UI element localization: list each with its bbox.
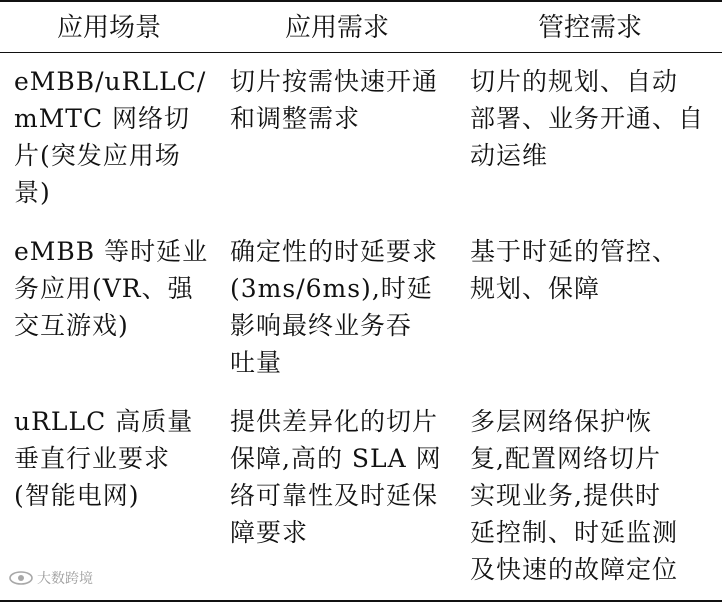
table-row <box>0 393 722 601</box>
cell-line: 规划、保障 <box>470 273 601 303</box>
cell-management <box>456 223 722 393</box>
cell-requirement <box>216 223 456 393</box>
watermark-text: 大数跨境 <box>37 571 93 587</box>
watermark <box>8 568 93 588</box>
cell-line: (3ms/6ms),时延 <box>230 273 433 303</box>
cell-line: uRLLC 高质量 <box>14 406 194 436</box>
header-scenario: 应用场景 <box>0 1 216 52</box>
cell-line: 提供差异化的切片 <box>230 406 439 436</box>
cell-requirement <box>216 52 456 223</box>
header-row <box>0 1 722 52</box>
cell-line: 络可靠性及时延保 <box>230 480 439 510</box>
cell-line: (智能电网) <box>14 480 140 510</box>
cell-line: 切片的规划、自动 <box>470 66 679 96</box>
cell-line: mMTC 网络切 <box>14 103 191 133</box>
cell-line: 交互游戏) <box>14 310 129 340</box>
cell-line: 确定性的时延要求 <box>230 236 439 266</box>
cell-line: 多层网络保护恢 <box>470 406 653 436</box>
cell-line: 部署、业务开通、自 <box>470 103 705 133</box>
cell-line: 基于时延的管控、 <box>470 236 679 266</box>
cell-requirement <box>216 393 456 601</box>
cell-line: 保障,高的 SLA 网 <box>230 443 442 473</box>
cell-line: 及快速的故障定位 <box>470 554 679 584</box>
cell-line: 垂直行业要求 <box>14 443 171 473</box>
header-requirement: 应用需求 <box>216 1 456 52</box>
header-management: 管控需求 <box>456 1 722 52</box>
cell-line: 实现业务,提供时 <box>470 480 661 510</box>
table-row <box>0 223 722 393</box>
cell-scenario <box>0 223 216 393</box>
eye-logo-icon <box>8 570 34 586</box>
cell-line: 片(突发应用场 <box>14 140 181 170</box>
cell-scenario <box>0 52 216 223</box>
cell-line: 切片按需快速开通 <box>230 66 439 96</box>
cell-line: 动运维 <box>470 140 549 170</box>
cell-line: 景) <box>14 177 51 207</box>
cell-line: 务应用(VR、强 <box>14 273 194 303</box>
cell-management <box>456 393 722 601</box>
cell-line: 障要求 <box>230 517 309 547</box>
cell-line: 延控制、时延监测 <box>470 517 679 547</box>
cell-line: eMBB/uRLLC/ <box>14 66 207 96</box>
cell-line: 和调整需求 <box>230 103 361 133</box>
cell-line: 影响最终业务吞 <box>230 310 413 340</box>
cell-line: 复,配置网络切片 <box>470 443 661 473</box>
cell-management <box>456 52 722 223</box>
cell-line: 吐量 <box>230 347 283 377</box>
table-row <box>0 52 722 223</box>
cell-line: eMBB 等时延业 <box>14 236 209 266</box>
